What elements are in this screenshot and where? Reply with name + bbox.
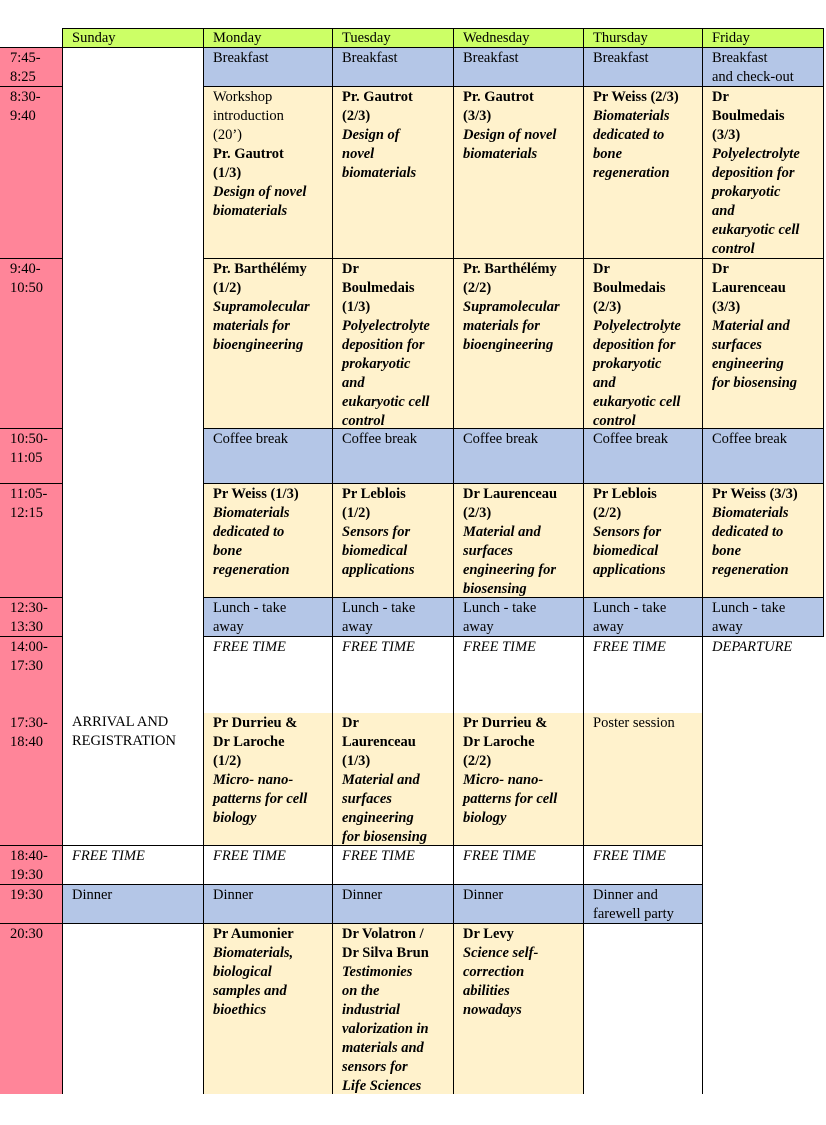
breakfast-friday: Breakfast and check-out [703,48,824,87]
talk-topic: Micro- nano- patterns for cell biology [213,772,308,826]
coffee-friday: Coffee break [703,429,824,484]
session3-monday [204,484,333,598]
speaker: Pr Aumonier [213,926,294,942]
speaker: Pr. Gautrot (3/3) [463,89,534,124]
talk-topic: Biomaterials dedicated to bone regeneration [593,108,670,181]
night-tuesday [333,924,454,1094]
speaker: Pr Leblois (2/2) [593,486,657,521]
session2-wednesday [454,259,584,429]
talk-topic: Polyelectrolyte deposition for prokaryotic and eukaryotic cell control [593,318,681,429]
coffee-monday: Coffee break [204,429,333,484]
speaker: Pr Leblois (1/2) [342,486,406,521]
breakfast-thursday: Breakfast [584,48,703,87]
talk-topic: Design of novel biomaterials [213,184,307,219]
session3-wednesday [454,484,584,598]
header-wednesday: Wednesday [454,28,584,48]
dinner-thursday: Dinner and farewell party [584,885,703,924]
afternoon-friday: DEPARTURE [703,637,824,1094]
session2-monday [204,259,333,429]
speaker: Pr. Barthélémy (2/2) [463,261,557,296]
afternoon-thursday: FREE TIME [584,637,703,713]
speaker: Pr Durrieu & Dr Laroche (2/2) [463,715,548,769]
speaker: Dr Volatron / Dr Silva Brun [342,926,429,961]
time-label: 18:40- 19:30 [0,846,63,885]
talk-topic: Supramolecular materials for bioengineering [213,299,310,353]
breakfast-monday: Breakfast [204,48,333,87]
speaker: Pr. Gautrot (2/3) [342,89,413,124]
speaker: Pr Weiss (3/3) [712,486,798,502]
breakfast-wednesday: Breakfast [454,48,584,87]
evening-free-tuesday: FREE TIME [333,846,454,885]
session1-wednesday [454,87,584,259]
time-label: 20:30 [0,924,63,1094]
night-thursday-empty [584,924,703,1094]
speaker: Pr Weiss (2/3) [593,89,679,105]
speaker: Pr. Gautrot (1/3) [213,146,284,181]
night-wednesday [454,924,584,1094]
talk-topic: Sensors for biomedical applications [593,524,666,578]
session1-tuesday [333,87,454,259]
coffee-tuesday: Coffee break [333,429,454,484]
lunch-friday: Lunch - take away [703,598,824,637]
speaker: Dr Laurenceau (3/3) [712,261,786,315]
session3-tuesday [333,484,454,598]
header-corner [0,28,63,48]
session2-friday [703,259,824,429]
dinner-tuesday: Dinner [333,885,454,924]
header-friday: Friday [703,28,824,48]
time-label: 19:30 [0,885,63,924]
session2-tuesday [333,259,454,429]
evening-free-monday: FREE TIME [204,846,333,885]
time-label: 8:30- 9:40 [0,87,63,259]
lunch-wednesday: Lunch - take away [454,598,584,637]
talk-topic: Micro- nano- patterns for cell biology [463,772,558,826]
coffee-thursday: Coffee break [584,429,703,484]
time-label: 7:45- 8:25 [0,48,63,87]
lunch-monday: Lunch - take away [204,598,333,637]
talk-topic: Polyelectrolyte deposition for prokaryotic and eukaryotic cell control [712,146,800,257]
dinner-sunday: Dinner [63,885,204,924]
time-label: 9:40- 10:50 [0,259,63,429]
time-label: 11:05- 12:15 [0,484,63,598]
speaker: Dr Boulmedais (3/3) [712,89,785,143]
talk-topic: Testimonies on the industrial valorization in materials and sensors for Life Sciences [342,964,429,1094]
schedule-table [0,28,824,1094]
session4-tuesday [333,713,454,846]
header-thursday: Thursday [584,28,703,48]
talk-topic: Biomaterials dedicated to bone regeneration [712,505,789,578]
speaker: Pr Durrieu & Dr Laroche (1/2) [213,715,298,769]
dinner-wednesday: Dinner [454,885,584,924]
arrival-registration: ARRIVAL AND REGISTRATION [63,713,204,846]
header-tuesday: Tuesday [333,28,454,48]
afternoon-monday: FREE TIME [204,637,333,713]
session1-thursday [584,87,703,259]
coffee-wednesday: Coffee break [454,429,584,484]
evening-free-sunday: FREE TIME [63,846,204,885]
afternoon-tuesday: FREE TIME [333,637,454,713]
session1-monday [204,87,333,259]
session1-friday [703,87,824,259]
session4-monday [204,713,333,846]
time-label: 10:50- 11:05 [0,429,63,484]
header-sunday: Sunday [63,28,204,48]
speaker: Dr Boulmedais (2/3) [593,261,666,315]
session3-thursday [584,484,703,598]
header-monday: Monday [204,28,333,48]
talk-topic: Supramolecular materials for bioengineering [463,299,560,353]
evening-free-wednesday: FREE TIME [454,846,584,885]
lunch-thursday: Lunch - take away [584,598,703,637]
speaker: Dr Laurenceau (1/3) [342,715,416,769]
sunday-empty-top [63,48,204,713]
lunch-tuesday: Lunch - take away [333,598,454,637]
talk-topic: Science self- correction abilities nowadays [463,945,539,1018]
session2-thursday [584,259,703,429]
talk-topic: Material and surfaces engineering for biosensing [463,524,557,597]
talk-topic: Polyelectrolyte deposition for prokaryotic and eukaryotic cell control [342,318,430,429]
workshop-intro: Workshop introduction (20’) [213,89,284,143]
speaker: Dr Laurenceau (2/3) [463,486,558,521]
poster-session: Poster session [584,713,703,846]
speaker: Pr. Barthélémy (1/2) [213,261,307,296]
talk-topic: Sensors for biomedical applications [342,524,415,578]
talk-topic: Biomaterials, biological samples and bioethics [213,945,294,1018]
night-sunday-empty [63,924,204,1094]
evening-free-thursday: FREE TIME [584,846,703,885]
talk-topic: Design of novel biomaterials [463,127,557,162]
breakfast-tuesday: Breakfast [333,48,454,87]
time-label: 12:30- 13:30 [0,598,63,637]
dinner-monday: Dinner [204,885,333,924]
time-label: 14:00- 17:30 [0,637,63,713]
speaker: Dr Levy [463,926,514,942]
time-label: 17:30- 18:40 [0,713,63,846]
session4-wednesday [454,713,584,846]
talk-topic: Material and surfaces engineering for biosensing [712,318,798,391]
talk-topic: Biomaterials dedicated to bone regeneration [213,505,290,578]
talk-topic: Material and surfaces engineering for biosensing [342,772,428,845]
afternoon-wednesday: FREE TIME [454,637,584,713]
night-monday [204,924,333,1094]
talk-topic: Design of novel biomaterials [342,127,417,181]
speaker: Pr Weiss (1/3) [213,486,299,502]
speaker: Dr Boulmedais (1/3) [342,261,415,315]
session3-friday [703,484,824,598]
